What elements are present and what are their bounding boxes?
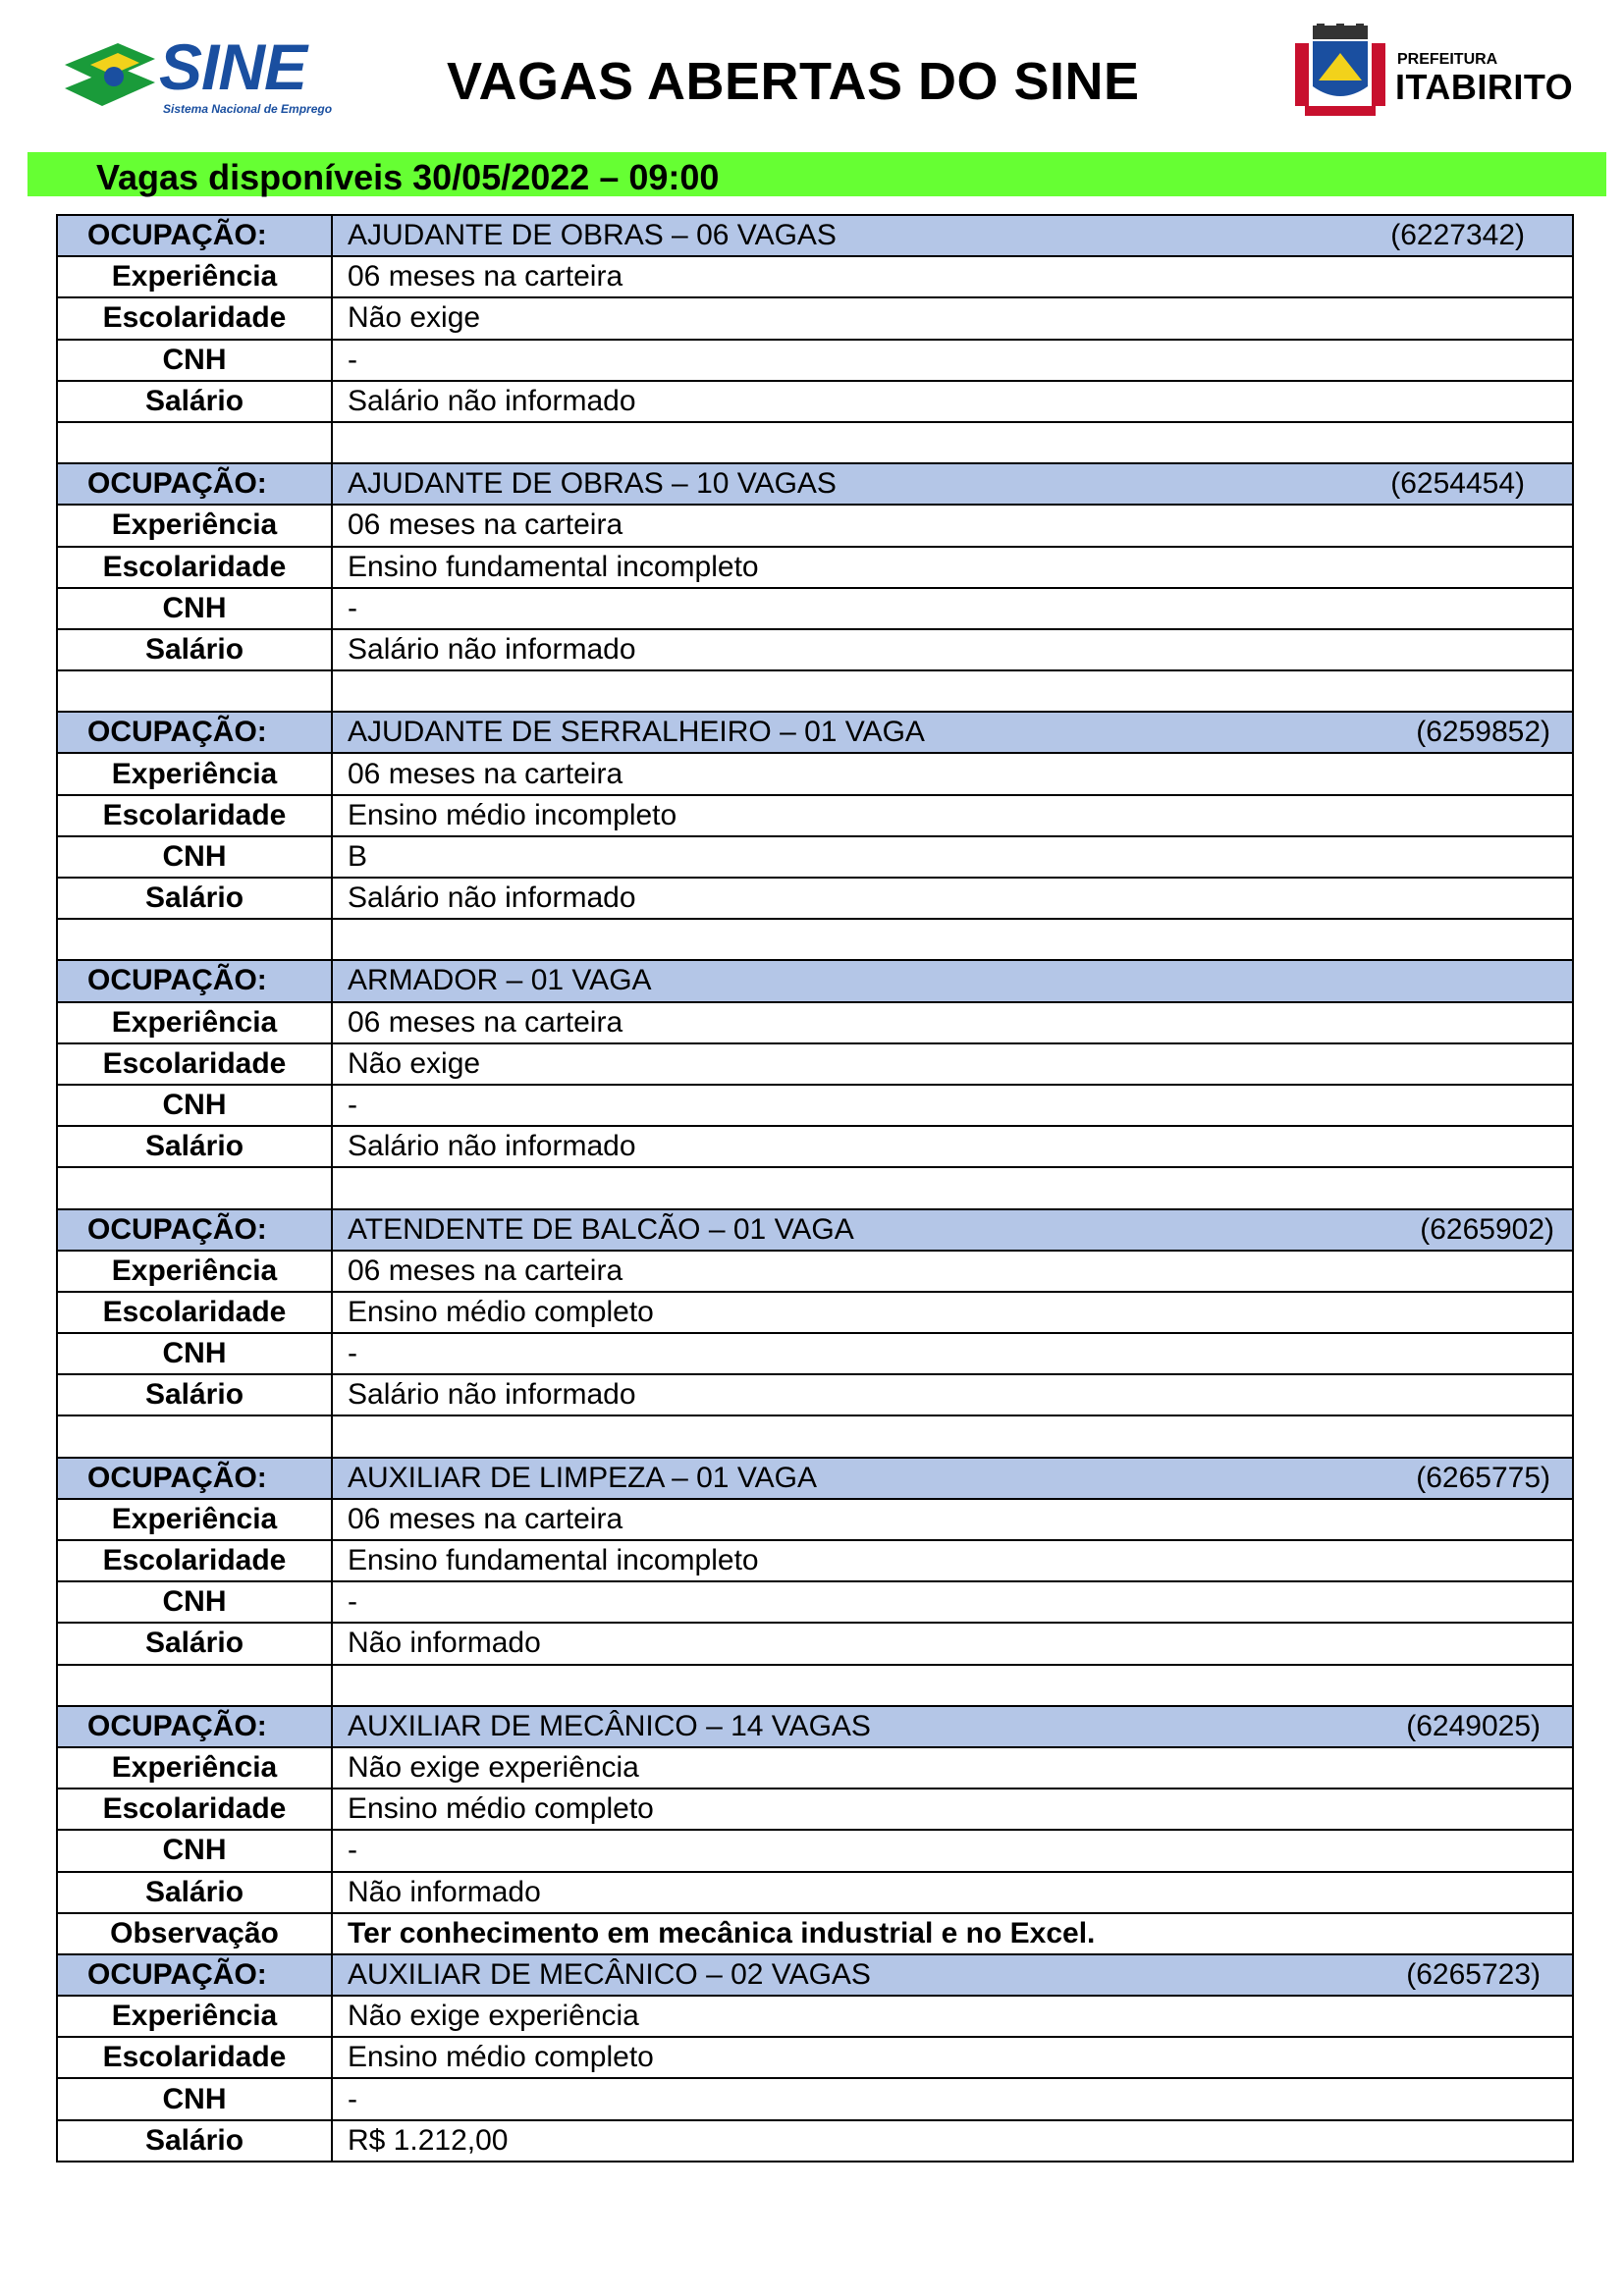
occupation-value [332,1209,1573,1251]
occupation-value [332,463,1573,505]
education-row [57,547,1573,588]
observation-row [57,1913,1573,1954]
spacer-row [57,919,1573,960]
education-row [57,1292,1573,1333]
salary-label: Salário [57,1374,332,1415]
education-label: Escolaridade [57,1043,332,1085]
experience-label: Experiência [57,256,332,297]
experience-label: Experiência [57,753,332,794]
license-value: B [332,836,1573,878]
license-label: CNH [57,588,332,629]
salary-value: Salário não informado [332,629,1573,670]
occupation-label: OCUPAÇÃO: [57,960,332,1001]
job-code: (6227342) [1390,219,1525,252]
experience-value: 06 meses na carteira [332,1499,1573,1540]
salary-row [57,381,1573,422]
salary-row [57,878,1573,919]
date-banner-text: Vagas disponíveis 30/05/2022 – 09:00 [96,157,720,197]
occupation-value [332,712,1573,753]
experience-value: 06 meses na carteira [332,1002,1573,1043]
salary-value: Salário não informado [332,878,1573,919]
experience-value: 06 meses na carteira [332,753,1573,794]
license-row [57,1333,1573,1374]
education-label: Escolaridade [57,2037,332,2078]
education-label: Escolaridade [57,1540,332,1581]
occupation-label: OCUPAÇÃO: [57,463,332,505]
occupation-label: OCUPAÇÃO: [57,712,332,753]
education-value: Não exige [332,1043,1573,1085]
salary-label: Salário [57,1623,332,1664]
prefeitura-city: ITABIRITO [1395,67,1574,107]
license-value: - [332,340,1573,381]
salary-value: Salário não informado [332,1374,1573,1415]
spacer-row [57,1415,1573,1457]
occupation-label: OCUPAÇÃO: [57,1706,332,1747]
education-value: Ensino médio completo [332,1292,1573,1333]
license-row [57,1581,1573,1623]
experience-value: 06 meses na carteira [332,256,1573,297]
license-value: - [332,2078,1573,2119]
experience-row [57,1747,1573,1789]
job-code: (6249025) [1406,1709,1541,1742]
occupation-value [332,1954,1573,1996]
salary-label: Salário [57,1872,332,1913]
prefeitura-logo [1291,24,1574,128]
license-label: CNH [57,340,332,381]
license-label: CNH [57,1333,332,1374]
education-row [57,1043,1573,1085]
prefeitura-label: PREFEITURA [1397,51,1498,68]
job-title: AUXILIAR DE LIMPEZA – 01 VAGA [348,1461,817,1494]
experience-label: Experiência [57,1747,332,1789]
occupation-value [332,1458,1573,1499]
experience-row [57,1002,1573,1043]
occupation-row [57,1706,1573,1747]
salary-row [57,629,1573,670]
education-value: Não exige [332,297,1573,339]
experience-value: Não exige experiência [332,1996,1573,2037]
education-label: Escolaridade [57,297,332,339]
salary-value: R$ 1.212,00 [332,2120,1573,2162]
experience-label: Experiência [57,1996,332,2037]
education-value: Ensino médio completo [332,1789,1573,1830]
license-row [57,340,1573,381]
occupation-label: OCUPAÇÃO: [57,1954,332,1996]
page-title: VAGAS ABERTAS DO SINE [447,52,1140,111]
observation-value: Ter conhecimento em mecânica industrial e no Excel. [332,1913,1573,1954]
license-row [57,1085,1573,1126]
license-value: - [332,588,1573,629]
spacer-row [57,1665,1573,1706]
job-title: AUXILIAR DE MECÂNICO – 14 VAGAS [348,1709,871,1742]
spacer-row [57,1167,1573,1208]
occupation-row [57,463,1573,505]
salary-row [57,1374,1573,1415]
sine-flag-icon [61,39,159,118]
license-label: CNH [57,1830,332,1871]
date-banner [27,152,1606,196]
job-title: ATENDENTE DE BALCÃO – 01 VAGA [348,1212,854,1246]
license-label: CNH [57,1085,332,1126]
occupation-row [57,1954,1573,1996]
job-code: (6254454) [1390,467,1525,501]
education-value: Ensino médio completo [332,2037,1573,2078]
education-value: Ensino fundamental incompleto [332,547,1573,588]
job-code: (6259852) [1416,716,1550,749]
license-value: - [332,1085,1573,1126]
education-label: Escolaridade [57,547,332,588]
education-row [57,1540,1573,1581]
education-value: Ensino médio incompleto [332,795,1573,836]
occupation-label: OCUPAÇÃO: [57,1209,332,1251]
job-title: ARMADOR – 01 VAGA [348,964,652,997]
salary-row [57,1126,1573,1167]
occupation-row [57,712,1573,753]
city-crest-icon [1291,24,1389,122]
sine-logo-text: SINE [159,30,307,103]
spacer-row [57,422,1573,463]
occupation-value [332,960,1573,1001]
job-title: AUXILIAR DE MECÂNICO – 02 VAGAS [348,1957,871,1991]
experience-row [57,753,1573,794]
education-value: Ensino fundamental incompleto [332,1540,1573,1581]
salary-row [57,1872,1573,1913]
jobs-table [56,214,1574,2163]
salary-row [57,2120,1573,2162]
experience-value: 06 meses na carteira [332,1251,1573,1292]
license-row [57,588,1573,629]
license-label: CNH [57,2078,332,2119]
license-row [57,2078,1573,2119]
license-value: - [332,1333,1573,1374]
license-label: CNH [57,1581,332,1623]
occupation-label: OCUPAÇÃO: [57,1458,332,1499]
license-row [57,1830,1573,1871]
occupation-value [332,215,1573,256]
education-row [57,2037,1573,2078]
experience-label: Experiência [57,1499,332,1540]
salary-value: Não informado [332,1623,1573,1664]
occupation-value [332,1706,1573,1747]
education-row [57,795,1573,836]
experience-label: Experiência [57,1251,332,1292]
education-row [57,297,1573,339]
experience-row [57,256,1573,297]
experience-row [57,505,1573,546]
job-title: AJUDANTE DE SERRALHEIRO – 01 VAGA [348,716,925,749]
sine-logo-subtitle: Sistema Nacional de Emprego [163,102,333,116]
experience-value: 06 meses na carteira [332,505,1573,546]
experience-label: Experiência [57,1002,332,1043]
experience-row [57,1499,1573,1540]
occupation-row [57,1458,1573,1499]
job-code: (6265902) [1420,1212,1554,1246]
occupation-row [57,215,1573,256]
job-title: AJUDANTE DE OBRAS – 06 VAGAS [348,219,837,252]
salary-label: Salário [57,1126,332,1167]
salary-row [57,1623,1573,1664]
experience-row [57,1251,1573,1292]
experience-value: Não exige experiência [332,1747,1573,1789]
education-label: Escolaridade [57,1789,332,1830]
license-value: - [332,1581,1573,1623]
occupation-row [57,1209,1573,1251]
salary-value: Salário não informado [332,1126,1573,1167]
license-value: - [332,1830,1573,1871]
occupation-label: OCUPAÇÃO: [57,215,332,256]
salary-label: Salário [57,629,332,670]
experience-label: Experiência [57,505,332,546]
occupation-row [57,960,1573,1001]
education-label: Escolaridade [57,1292,332,1333]
salary-label: Salário [57,381,332,422]
license-label: CNH [57,836,332,878]
education-row [57,1789,1573,1830]
page-header [0,0,1624,147]
sine-logo [61,30,336,122]
salary-value: Salário não informado [332,381,1573,422]
observation-label: Observação [57,1913,332,1954]
license-row [57,836,1573,878]
spacer-row [57,670,1573,712]
salary-value: Não informado [332,1872,1573,1913]
job-code: (6265775) [1416,1461,1550,1494]
experience-row [57,1996,1573,2037]
job-title: AJUDANTE DE OBRAS – 10 VAGAS [348,467,837,501]
education-label: Escolaridade [57,795,332,836]
job-code: (6265723) [1406,1957,1541,1991]
salary-label: Salário [57,878,332,919]
salary-label: Salário [57,2120,332,2162]
